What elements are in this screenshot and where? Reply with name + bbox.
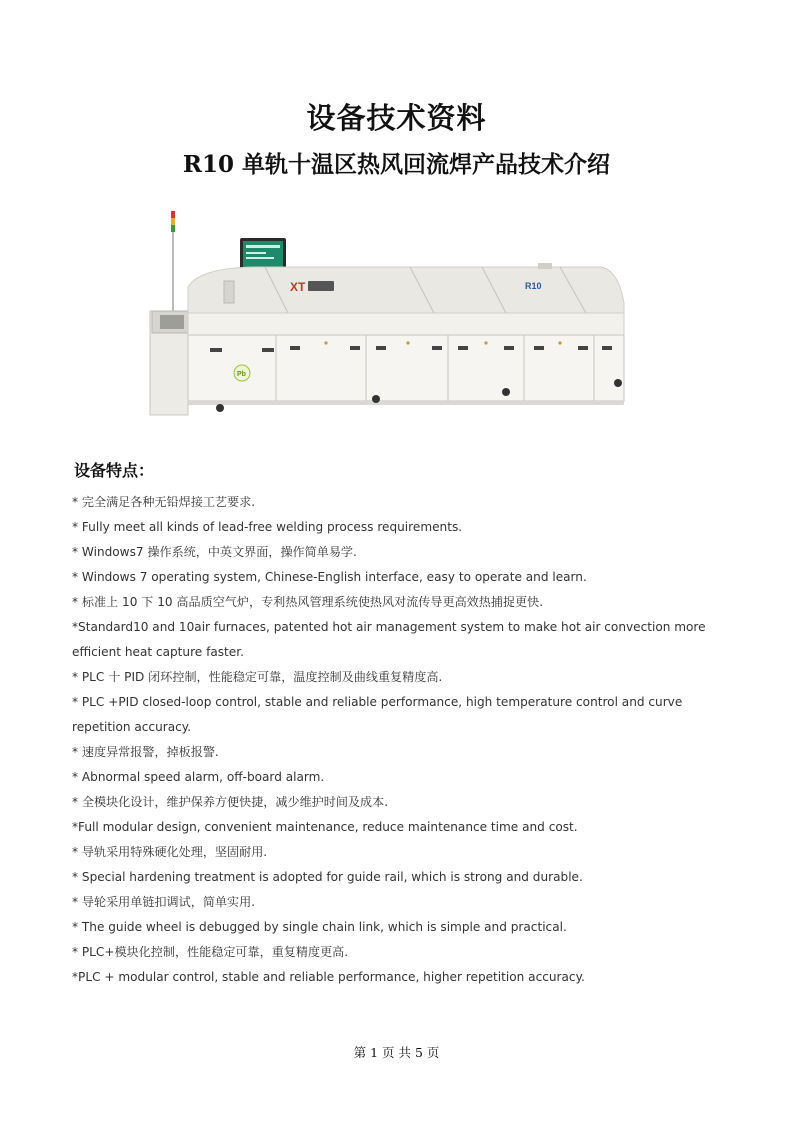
feature-item: * The guide wheel is debugged by single chain link, which is simple and practical.: [72, 920, 567, 934]
feature-item: * 标准上 10 下 10 高品质空气炉，专利热风管理系统使热风对流传导更高效热捕捉更快.: [72, 595, 544, 609]
feature-item: * 速度异常报警，掉板报警.: [72, 745, 219, 759]
svg-text:Pb: Pb: [237, 371, 246, 378]
feature-item: * 导轨采用特殊硬化处理，坚固耐用.: [72, 845, 268, 859]
document-subtitle: R10 单轨十温区热风回流焊产品技术介绍: [182, 151, 611, 178]
model-label: R10: [525, 281, 542, 291]
feature-item: * 完全满足各种无铅焊接工艺要求.: [72, 495, 256, 509]
feature-item: * 全模块化设计，维护保养方便快捷，减少维护时间及成本.: [72, 795, 389, 809]
feature-item: * Windows 7 operating system, Chinese-English interface, easy to operate and learn.: [72, 570, 587, 584]
features-list: [72, 490, 732, 990]
feature-item: * Fully meet all kinds of lead-free welding process requirements.: [72, 520, 463, 534]
feature-item: * 导轮采用单链扣调试，简单实用.: [72, 895, 256, 909]
document-title: 设备技术资料: [306, 101, 487, 135]
page-number: 第 1 页 共 5 页: [353, 1045, 440, 1060]
features-heading: 设备特点：: [74, 461, 155, 480]
feature-item: *Standard10 and 10air furnaces, patented hot air management system to make hot air convection more efficient heat capture faster.: [72, 620, 706, 659]
feature-item: * Abnormal speed alarm, off-board alarm.: [72, 770, 325, 784]
feature-item: * Windows7 操作系统，中英文界面，操作简单易学.: [72, 545, 357, 559]
feature-item: * PLC +PID closed-loop control, stable and reliable performance, high temperature control and curve repetition accuracy.: [72, 695, 683, 734]
brand-logo: XT: [290, 280, 306, 294]
feature-item: * PLC+模块化控制，性能稳定可靠，重复精度更高.: [72, 945, 349, 959]
feature-item: *PLC + modular control, stable and reliable performance, higher repetition accuracy.: [72, 970, 585, 984]
feature-item: *Full modular design, convenient maintenance, reduce maintenance time and cost.: [72, 820, 578, 834]
feature-item: * PLC 十 PID 闭环控制，性能稳定可靠，温度控制及曲线重复精度高.: [72, 670, 443, 684]
reflow-oven-image: [140, 205, 650, 420]
feature-item: * Special hardening treatment is adopted for guide rail, which is strong and durable.: [72, 870, 583, 884]
